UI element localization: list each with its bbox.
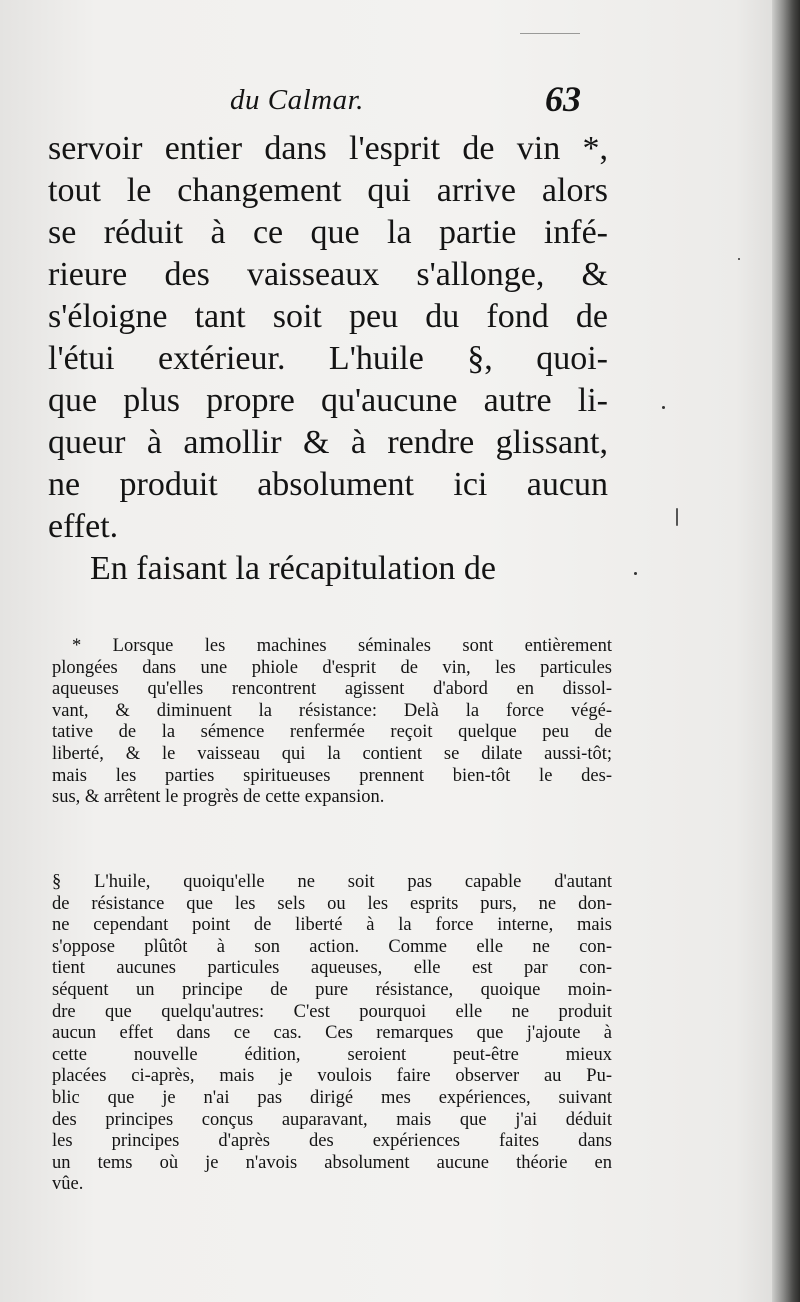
running-head: du Calmar. — [230, 84, 364, 116]
main-text — [48, 128, 608, 590]
paper-speck — [634, 572, 637, 575]
text-line: que plus propre qu'aucune autre li- — [48, 382, 608, 419]
footnote-line: tative de la sémence renfermée reçoit quelque peu de — [52, 722, 612, 743]
footnote-line: plongées dans une phiole d'esprit de vin, les particules — [52, 657, 612, 678]
footnote-line: § L'huile, quoiqu'elle ne soit pas capable d'autant — [52, 872, 612, 892]
text-line: effet. — [48, 508, 119, 545]
footnote-line: liberté, & le vaisseau qui la contient se dilate aussi-tôt; — [52, 743, 612, 764]
text-line: servoir entier dans l'esprit de vin *, — [48, 130, 608, 167]
paper-speck — [662, 406, 665, 409]
footnote-line: mais les parties spiritueuses prennent bien-tôt le des- — [52, 765, 612, 786]
page-header — [0, 78, 800, 128]
footnote-line: de résistance que les sels ou les esprits purs, ne don- — [52, 893, 612, 914]
footnote-line: un tems où je n'avois absolument aucune théorie en — [52, 1152, 612, 1173]
footnote-line: s'oppose plûtôt à son action. Comme elle ne con- — [52, 936, 612, 957]
footnote-line: cette nouvelle édition, seroient peut-être mieux — [52, 1044, 612, 1065]
footnote-asterisk — [52, 636, 612, 809]
paper-speck — [676, 508, 678, 526]
text-line: tout le changement qui arrive alors — [48, 172, 608, 209]
footnote-line: les principes d'après des expériences faites dans — [52, 1131, 612, 1152]
footnote-line: séquent un principe de pure résistance, quoique moin- — [52, 979, 612, 1000]
footnote-line: sus, & arrêtent le progrès de cette expansion. — [52, 787, 385, 808]
footnote-line: dre que quelqu'autres: C'est pourquoi elle ne produit — [52, 1001, 612, 1022]
text-line: ne produit absolument ici aucun — [48, 466, 608, 503]
page-number: 63 — [545, 79, 581, 119]
footnote-line: * Lorsque les machines séminales sont entièrement — [72, 636, 612, 656]
text-line: se réduit à ce que la partie infé- — [48, 214, 608, 251]
text-line: l'étui extérieur. L'huile §, quoi- — [48, 340, 608, 377]
text-line: s'éloigne tant soit peu du fond de — [48, 298, 608, 335]
top-rule — [520, 33, 580, 34]
text-line: rieure des vaisseaux s'allonge, & — [48, 256, 608, 293]
footnote-line: ne cependant point de liberté à la force interne, mais — [52, 915, 612, 936]
footnote-line: placées ci-après, mais je voulois faire observer au Pu- — [52, 1066, 612, 1087]
text-line: En faisant la récapitulation de — [90, 550, 496, 587]
footnote-line: vant, & diminuent la résistance: Delà la force végé- — [52, 700, 612, 721]
paper-speck — [738, 258, 740, 260]
text-line: queur à amollir & à rendre glissant, — [48, 424, 608, 461]
footnote-line: blic que je n'ai pas dirigé mes expériences, suivant — [52, 1087, 612, 1108]
footnote-section — [52, 872, 612, 1196]
footnote-line: aucun effet dans ce cas. Ces remarques que j'ajoute à — [52, 1023, 612, 1044]
book-spine-shadow — [772, 0, 800, 1302]
footnote-line: des principes conçus auparavant, mais que j'ai déduit — [52, 1109, 612, 1130]
footnote-line: vûe. — [52, 1174, 84, 1195]
footnote-line: tient aucunes particules aqueuses, elle est par con- — [52, 958, 612, 979]
footnote-line: aqueuses qu'elles rencontrent agissent d'abord en dissol- — [52, 679, 612, 700]
